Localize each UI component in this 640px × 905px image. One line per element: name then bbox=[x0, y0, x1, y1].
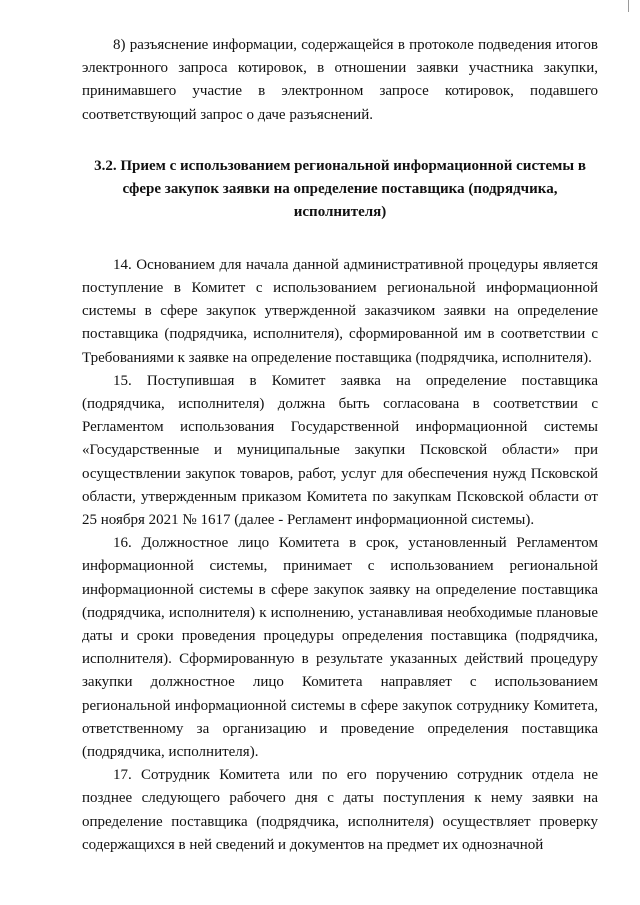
paragraph-16: 16. Должностное лицо Комитета в срок, установленный Регламентом информационной системы, принимает с использованием региональной информационной системы в сфере закупок заявку на определение поставщика (подрядчика, исполнителя) к исполнению, устанавливая необходимые плановые даты и сроки проведения процедуры определения поставщика (подрядчика, исполнителя). Сформированную в результате указанных действий процедуру закупки должностное лицо Комитета направляет с использованием региональной информационной системы в сфере закупок сотруднику Комитета, ответственному за организацию и проведение определения поставщика (подрядчика, исполнителя). bbox=[82, 535, 598, 761]
paragraph-15: 15. Поступившая в Комитет заявка на определение поставщика (подрядчика, исполнителя) должна быть согласована в соответствии с Регламентом использования Государственной информационной системы «Государственные и муниципальные закупки Псковской области» при осуществлении закупок товаров, работ, услуг для обеспечения нужд Псковской области, утвержденным приказом Комитета по закупкам Псковской области от 25 ноября 2021 № 1617 (далее - Регламент информационной системы). bbox=[82, 372, 598, 529]
paragraph-17: 17. Сотрудник Комитета или по его поручению сотрудник отдела не позднее следующего рабочего дня с даты поступления к нему заявки на определение поставщика (подрядчика, исполнителя) осуществляет проверку содержащихся в ней сведений и документов на предмет их однозначной bbox=[82, 767, 598, 853]
document-body bbox=[82, 34, 598, 857]
paragraph-14: 14. Основанием для начала данной административной процедуры является поступление в Комитет с использованием региональной информационной системы в сфере закупок утвержденной заказчиком заявки на определение поставщика (подрядчика, исполнителя), сформированной им в соответствии с Требованиями к заявке на определение поставщика (подрядчика, исполнителя). bbox=[82, 256, 598, 366]
section-heading: 3.2. Прием с использованием региональной информационной системы в сфере закупок заявки на определение поставщика (подрядчика, исполнителя) bbox=[94, 157, 586, 220]
intro-paragraph: 8) разъяснение информации, содержащейся в протоколе подведения итогов электронного запроса котировок, в отношении заявки участника закупки, принимавшего участие в электронном запросе котировок, подавшего соответствующий запрос о даче разъяснений. bbox=[82, 37, 598, 123]
page-edge-mark bbox=[628, 0, 629, 12]
